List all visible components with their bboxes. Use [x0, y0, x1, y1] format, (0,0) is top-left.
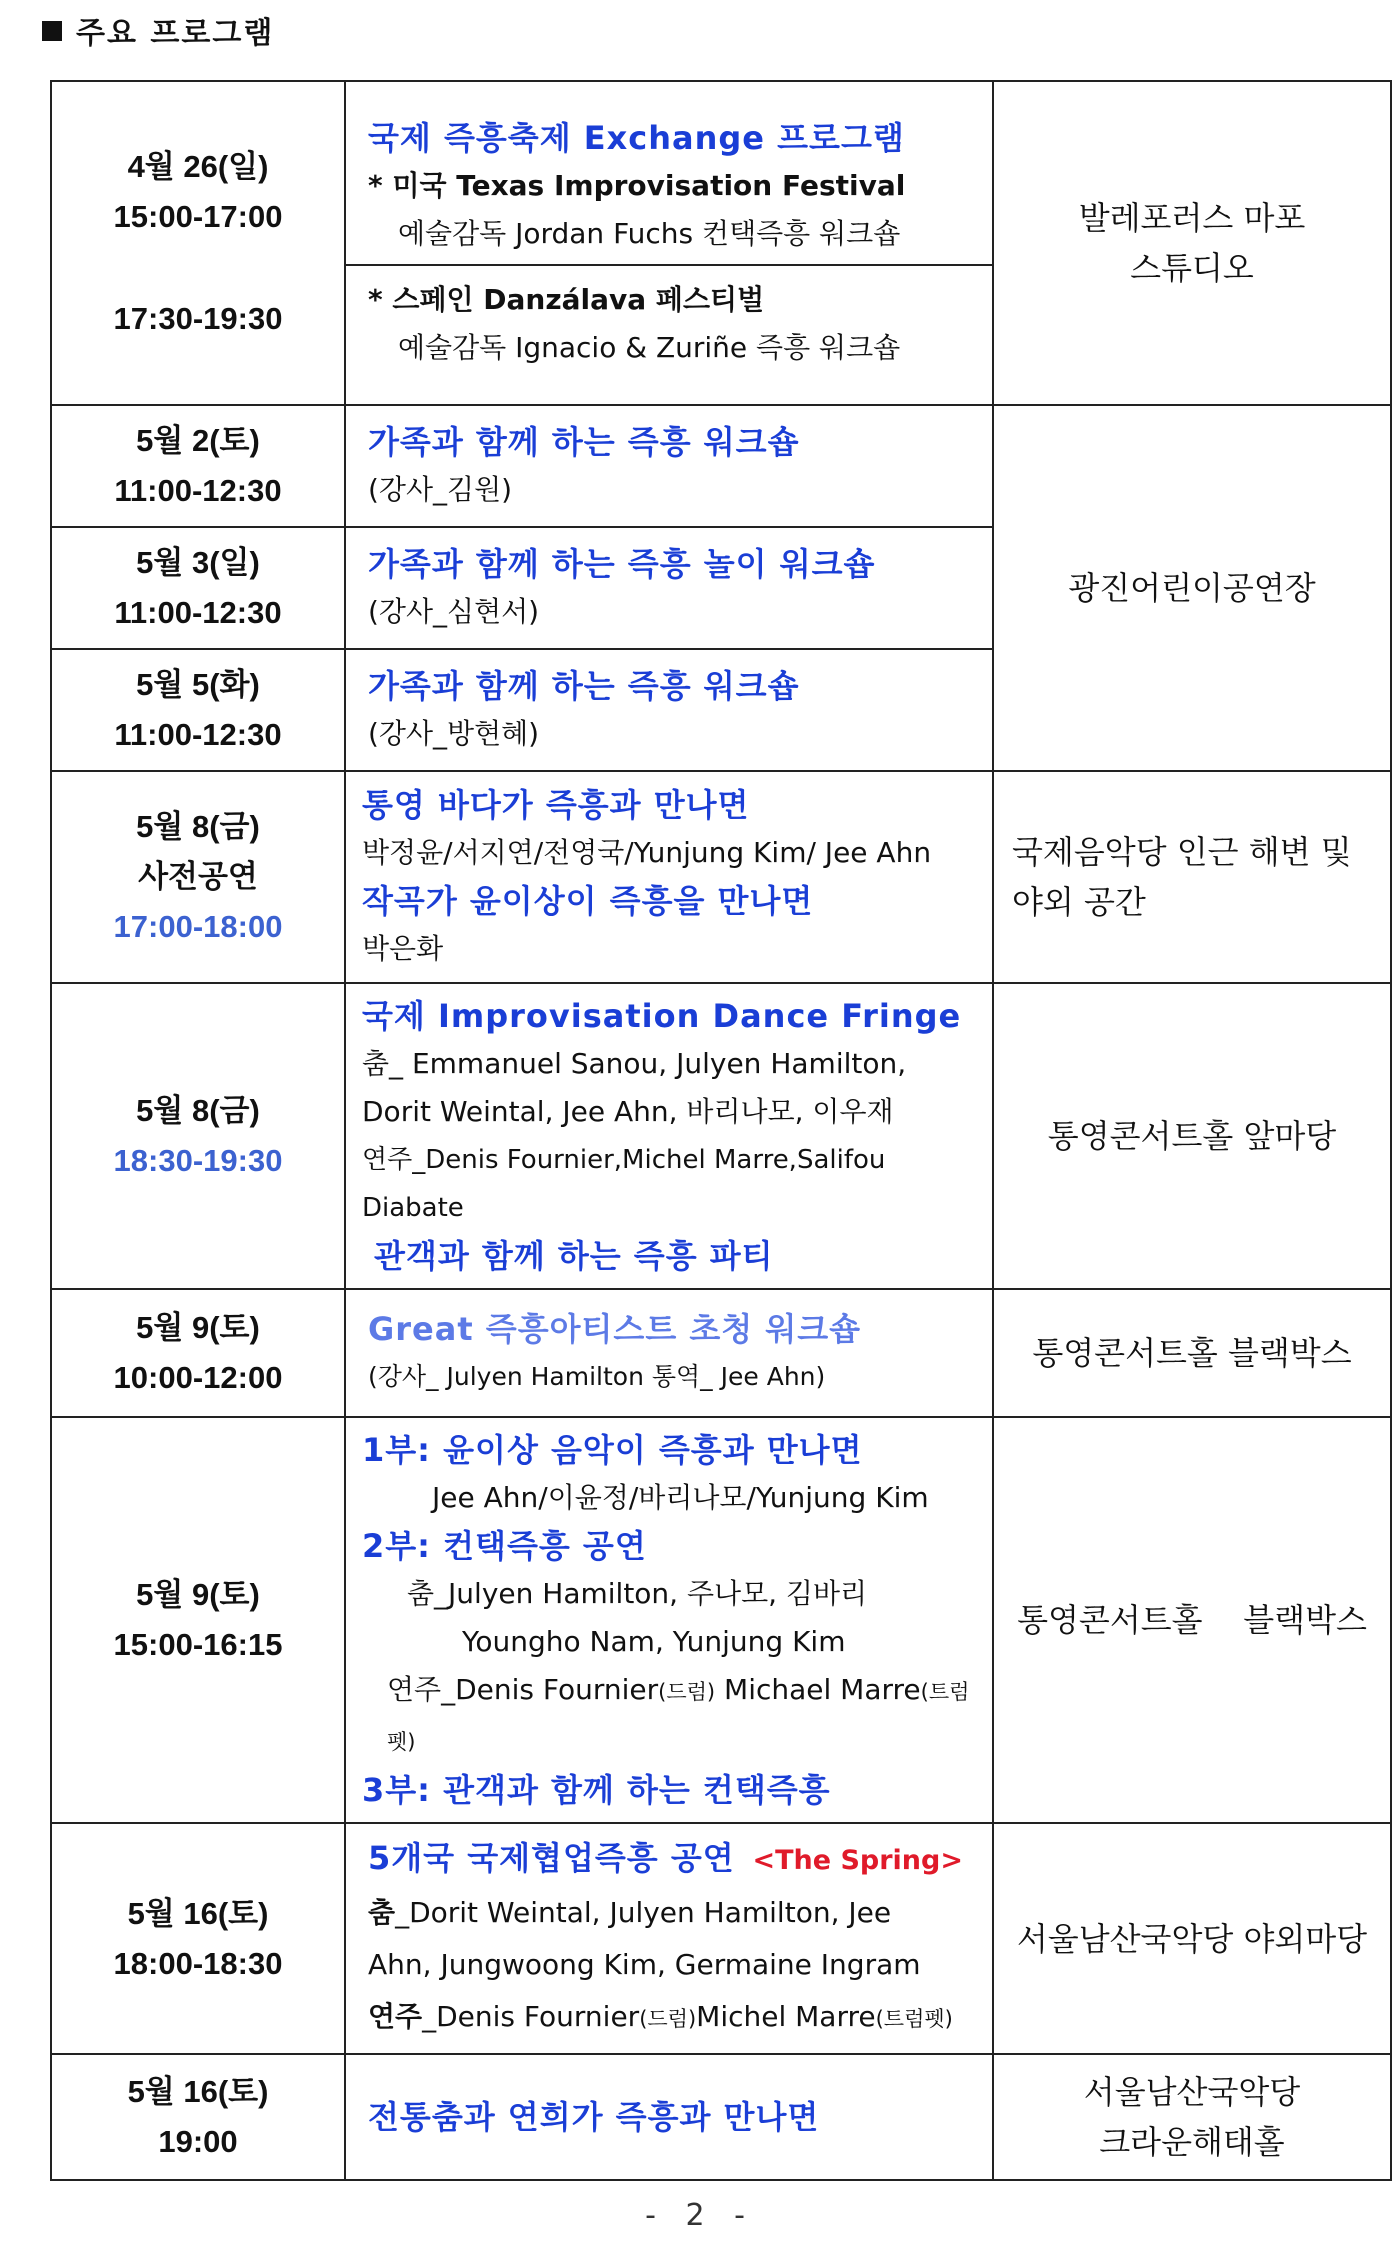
section-heading: 주요 프로그램 [42, 8, 274, 52]
program-title: 가족과 함께 하는 즉흥 놀이 워크숍 [368, 545, 876, 583]
table-row [51, 983, 1391, 1289]
date-cell: 5월 8(금) 사전공연 17:00-18:00 [51, 771, 345, 983]
inner-divider: * 스페인 Danzálava 페스티벌 예술감독 Ignacio & Zuriñe 즉흥 워크숍 [346, 264, 992, 372]
venue-cell: 발레포러스 마포 스튜디오 [993, 81, 1391, 405]
program-title: 3부: 관객과 함께 하는 컨택즉흥 [362, 1771, 831, 1809]
program-table [50, 80, 1392, 2181]
program-title: 국제 즉흥축제 Exchange 프로그램 [368, 119, 905, 157]
program-cell: 국제 Improvisation Dance Fringe 춤_ Emmanuel Sanou, Julyen Hamilton, Dorit Weintal, Jee Ahn, 바리나모, 이우재 연주_Denis Fournier,Michel Marre,Salifou Diabate 관객과 함께 하는 즉흥 파티 [345, 983, 993, 1289]
program-cell: 통영 바다가 즉흥과 만나면 박정윤/서지연/전영국/Yunjung Kim/ Jee Ahn 작곡가 윤이상이 즉흥을 만나면 박은화 [345, 771, 993, 983]
program-title: 통영 바다가 즉흥과 만나면 [362, 786, 750, 824]
program-title: 가족과 함께 하는 즉흥 워크숍 [368, 667, 800, 705]
date-cell: 5월 16(토) 18:00-18:30 [51, 1823, 345, 2054]
page-number: - 2 - [645, 2198, 755, 2233]
program-cell [345, 2054, 993, 2180]
program-title: 5개국 국제협업즉흥 공연 [368, 1839, 735, 1877]
venue-cell: 국제음악당 인근 해변 및 야외 공간 [993, 771, 1391, 983]
table-row [51, 1417, 1391, 1823]
program-title: 전통춤과 연희가 즉흥과 만나면 [368, 2098, 820, 2136]
program-cell: 가족과 함께 하는 즉흥 놀이 워크숍 (강사_심현서) [345, 527, 993, 649]
table-row [51, 81, 1391, 405]
venue-cell: 서울남산국악당 야외마당 [993, 1823, 1391, 2054]
date-cell: 5월 8(금) 18:30-19:30 [51, 983, 345, 1289]
program-cell: 5개국 국제협업즉흥 공연 <The Spring> 춤_Dorit Weintal, Julyen Hamilton, Jee Ahn, Jungwoong Kim, Germaine Ingram 연주_Denis Fournier(드럼)Michel Marre(트럼펫) [345, 1823, 993, 2054]
program-title: 가족과 함께 하는 즉흥 워크숍 [368, 423, 800, 461]
table-row [51, 1823, 1391, 2054]
square-bullet-icon [42, 21, 62, 41]
venue-cell: 통영콘서트홀 블랙박스 [993, 1289, 1391, 1417]
venue-cell: 통영콘서트홀 블랙박스 [993, 1417, 1391, 1823]
date-cell: 5월 16(토) 19:00 [51, 2054, 345, 2180]
date-cell: 4월 26(일) 15:00-17:00 17:30-19:30 [51, 81, 345, 405]
program-title: 관객과 함께 하는 즉흥 파티 [374, 1237, 774, 1275]
table-row [51, 405, 1391, 527]
table-row [51, 2054, 1391, 2180]
venue-cell: 서울남산국악당 크라운해태홀 [993, 2054, 1391, 2180]
program-cell: 가족과 함께 하는 즉흥 워크숍 (강사_김원) [345, 405, 993, 527]
program-tag: <The Spring> [752, 1845, 963, 1876]
program-cell: Great 즉흥아티스트 초청 워크숍 (강사_ Julyen Hamilton 통역_ Jee Ahn) [345, 1289, 993, 1417]
date-cell: 5월 9(토) 10:00-12:00 [51, 1289, 345, 1417]
program-title: 작곡가 윤이상이 즉흥을 만나면 [362, 882, 814, 920]
program-cell: 가족과 함께 하는 즉흥 워크숍 (강사_방현혜) [345, 649, 993, 771]
date-cell: 5월 5(화) 11:00-12:30 [51, 649, 345, 771]
date-cell: 5월 3(일) 11:00-12:30 [51, 527, 345, 649]
program-title: 국제 Improvisation Dance Fringe [362, 997, 962, 1035]
program-title: Great 즉흥아티스트 초청 워크숍 [368, 1310, 862, 1348]
date-cell: 5월 9(토) 15:00-16:15 [51, 1417, 345, 1823]
program-cell: 국제 즉흥축제 Exchange 프로그램 * 미국 Texas Improvisation Festival 예술감독 Jordan Fuchs 컨택즉흥 워크숍 * 스페인 Danzálava 페스티벌 예술감독 Ignacio & Zuriñe 즉흥 워크숍 [345, 81, 993, 405]
program-cell: 1부: 윤이상 음악이 즉흥과 만나면 Jee Ahn/이윤정/바리나모/Yunjung Kim 2부: 컨택즉흥 공연 춤_Julyen Hamilton, 주나모, 김바리 Youngho Nam, Yunjung Kim 연주_Denis Fournier(드럼) Michael Marre(트럼펫) 3부: 관객과 함께 하는 컨택즉흥 [345, 1417, 993, 1823]
venue-cell: 통영콘서트홀 앞마당 [993, 983, 1391, 1289]
table-row [51, 1289, 1391, 1417]
table-row [51, 771, 1391, 983]
program-title: 1부: 윤이상 음악이 즉흥과 만나면 [362, 1431, 863, 1469]
date-cell: 5월 2(토) 11:00-12:30 [51, 405, 345, 527]
venue-cell: 광진어린이공연장 [993, 405, 1391, 771]
program-title: 2부: 컨택즉흥 공연 [362, 1527, 647, 1565]
